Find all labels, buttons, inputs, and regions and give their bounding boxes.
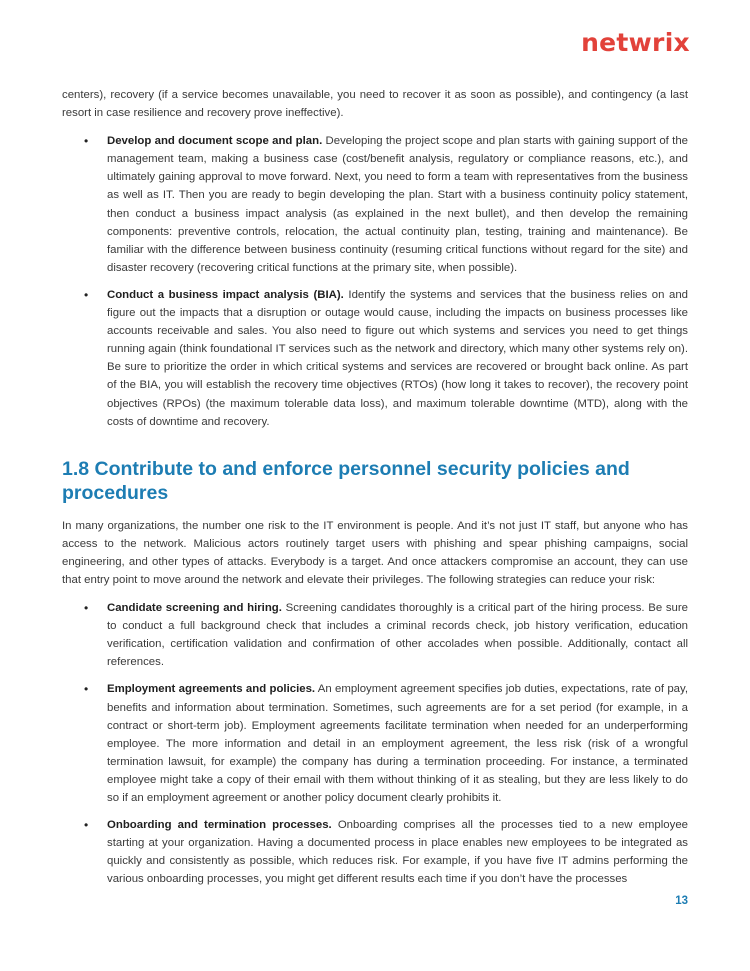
bullet-dot: • (84, 287, 89, 302)
bullet-list-top (62, 132, 688, 431)
bullet-text: Developing the project scope and plan starts with gaining support of the management team, making a business case (cost/benefit analysis, regulatory or compliance reasons, etc.), and ultimately gaining approval to move forward. Next, you need to form a team with representatives from the business as well as IT. Then you are ready to begin developing the plan. Start with a business continuity policy statement, then conduct a business impact analysis (as explained in the next bullet), and then develop the remaining components: preventive controls, relocation, the actual continuity plan, testing, training and maintenance). Be familiar with the difference between business continuity (resuming critical functions without regard for the site) and disaster recovery (recovering critical functions at the primary site, when possible). (107, 135, 688, 274)
page-number: 13 (675, 895, 688, 907)
bullet-dot: • (84, 601, 89, 616)
bullet-lead: Employment agreements and policies. (107, 683, 316, 696)
list-item (62, 132, 688, 277)
bullet-text: An employment agreement specifies job duties, expectations, rate of pay, benefits and information about termination. Sometimes, such agreements are for a set period (for example, in a contract or short-term job). Employment agreements facilitate termination when needed for an underperforming employee. The more information and detail in an employment agreement, the less risk (risk of a wrongful termination lawsuit, for example) the company has during a termination proceeding. For instance, a terminated employee might take a copy of their email with them without thinking of it as stealing, but they are less likely to do so if an employment agreement or another policy document clearly prohibits it. (107, 683, 689, 804)
list-item (62, 816, 688, 888)
bullet-lead: Candidate screening and hiring. (107, 602, 282, 615)
bullet-lead: Conduct a business impact analysis (BIA). (107, 288, 344, 301)
list-item (62, 599, 688, 671)
section-heading: 1.8 Contribute to and enforce personnel security policies and procedures (62, 457, 630, 504)
document-body (62, 86, 688, 897)
bullet-text: Identify the systems and services that the business relies on and figure out the impacts that a disruption or outage would cause, including the impacts on business processes like accounts receivable and sales. You also need to figure out which systems and services you need to get things running again (think foundational IT services such as the network and directory, which many other systems rely on). Be sure to prioritize the order in which critical systems and services are recovered or brought back online. As part of the BIA, you will establish the recovery time objectives (RTOs) (how long it takes to recover), the recovery point objectives (RPOs) (the maximum tolerable data loss), and maximum tolerable downtime (MTD), along with the costs of downtime and recovery. (107, 288, 689, 428)
list-item (62, 286, 688, 431)
section-paragraph: In many organizations, the number one risk to the IT environment is people. And it’s not just IT staff, but anyone who has access to the network. Malicious actors routinely target users with phishing and spear phishing campaigns, social engineering, and other types of attacks. Everybody is a target. And once attackers compromise an account, they can use that entry point to move around the network and elevate their privileges. The following strategies can reduce your risk: (62, 519, 688, 586)
bullet-lead: Onboarding and termination processes. (107, 819, 332, 832)
bullet-text: Screening candidates thoroughly is a critical part of the hiring process. Be sure to conduct a full background check that includes a criminal records check, job history verification, education verification, certification validation and confirmation of other accolades when possible. Additionally, contact all references. (107, 602, 688, 669)
bullet-list-bottom (62, 599, 688, 888)
bullet-text: Onboarding comprises all the processes tied to a new employee starting at your organization. Having a documented process in place enables new employees to be integrated as quickly and consistently as possible, which reduces risk. For example, if you have five IT admins performing the various onboarding processes, you might get different results each time if you don’t have the processes (107, 819, 688, 886)
bullet-dot: • (84, 682, 89, 697)
bullet-dot: • (84, 818, 89, 833)
list-item (62, 680, 688, 807)
bullet-dot: • (84, 134, 89, 149)
netwrix-logo: netwrix (581, 28, 690, 57)
bullet-lead: Develop and document scope and plan. (107, 135, 323, 148)
intro-paragraph: centers), recovery (if a service becomes unavailable, you need to recover it as soon as possible), and contingency (a last resort in case resilience and recovery prove ineffective). (62, 89, 688, 120)
